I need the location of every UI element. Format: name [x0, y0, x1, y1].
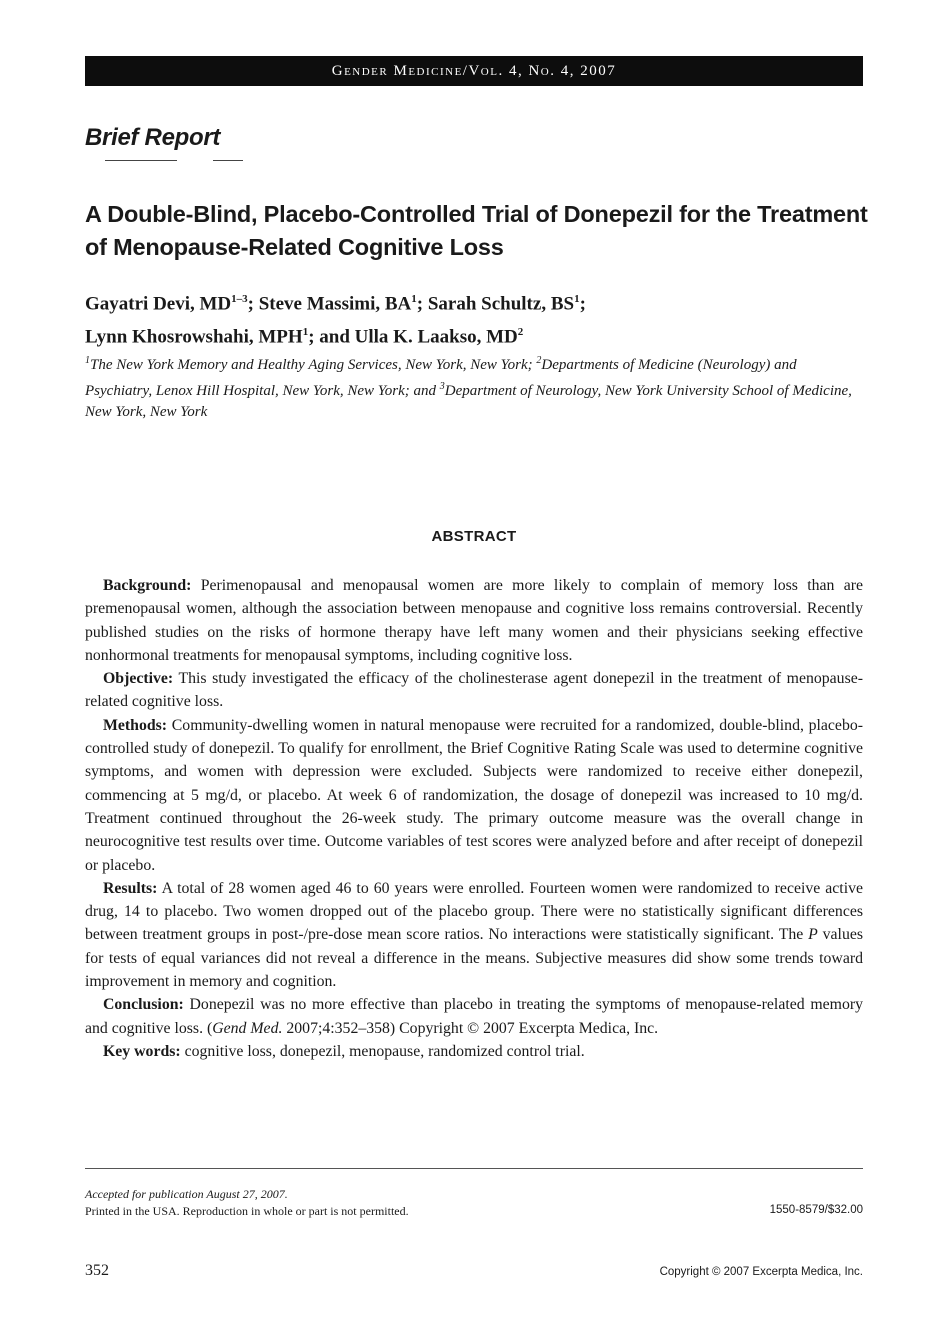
accepted-date: Accepted for publication August 27, 2007. — [85, 1187, 288, 1201]
affil-sup: 2 — [536, 355, 542, 366]
abstract-background — [85, 574, 863, 667]
running-head: Gender Medicine/Vol. 4, No. 4, 2007 — [85, 56, 863, 86]
author-affil-sup: 1 — [574, 293, 580, 305]
affiliations — [85, 350, 865, 423]
author-list — [85, 285, 885, 352]
background-label: Background: — [103, 577, 192, 594]
author-separator: ; — [579, 293, 586, 315]
conclusion-text: Donepezil was no more effective than placebo in treating the symptoms of menopause-related memory and cognitive loss. ( — [85, 996, 864, 1037]
methods-label: Methods: — [103, 716, 168, 734]
issn-price: 1550-8579/$32.00 — [769, 1204, 863, 1216]
article-title: A Double-Blind, Placebo-Controlled Trial of Donepezil for the Treatment of Menopause-Related Cognitive Loss — [85, 201, 868, 260]
author-name: Steve Massimi, BA — [258, 293, 412, 315]
author-affil-sup: 1–3 — [231, 293, 248, 305]
methods-text: Community-dwelling women in natural menopause were recruited for a randomized, double-blind, placebo-controlled study of donepezil. To qualify for enrollment, the Brief Cognitive Rating Scale was used to determine cognitive symptoms, and women with depression were excluded. Subjects were randomized to receive either donepezil, commencing at 5 mg/d, or placebo. At week 6 of randomization, the dosage of donepezil was increased to 10 mg/d. Treatment continued throughout the 26-week study. The primary outcome measure was the overall change in neurocognitive test results over time. Outcome variables of test scores were analyzed before and after receipt of donepezil or placebo. — [85, 716, 864, 874]
author-name: Ulla K. Laakso, MD — [354, 326, 518, 348]
author-name: Gayatri Devi, MD — [85, 293, 232, 315]
abstract-results — [85, 877, 863, 993]
abstract-methods — [85, 714, 863, 877]
affil-text: Departments of Medicine (Neurology) and Psychiatry, Lenox Hill Hospital, New York, New York; and — [85, 357, 797, 399]
abstract-heading: ABSTRACT — [431, 528, 517, 545]
affil-text: Department of Neurology, New York University School of Medicine, New York, New York — [85, 383, 852, 420]
abstract-objective — [85, 667, 863, 714]
author-name: Lynn Khosrowshahi, MPH — [85, 326, 303, 348]
objective-label: Objective: — [103, 670, 174, 688]
affil-text: The New York Memory and Healthy Aging Services, New York, New York; — [90, 357, 537, 373]
affil-sup: 1 — [85, 355, 90, 366]
results-text-cont: values for tests of equal variances did not reveal a difference in the means. Subjective measures did show some trends toward improvement in memory and cognition. — [85, 926, 863, 991]
author-affil-sup: 2 — [517, 326, 524, 339]
author-separator: ; — [247, 293, 259, 315]
author-separator: ; — [416, 293, 428, 315]
results-p-symbol: P — [808, 926, 818, 944]
printed-notice: Printed in the USA. Reproduction in whole or part is not permitted. — [85, 1204, 409, 1218]
conclusion-label: Conclusion: — [103, 996, 184, 1014]
author-separator: ; and — [308, 326, 355, 348]
footer-rule — [85, 1168, 863, 1169]
abstract-keywords — [85, 1040, 863, 1063]
conclusion-citation: 2007;4:352–358) Copyright © 2007 Excerpta Medica, Inc. — [282, 1019, 659, 1037]
objective-text: This study investigated the efficacy of the cholinesterase agent donepezil in the treatment of menopause-related cognitive loss. — [85, 670, 863, 711]
section-label: Brief Report — [85, 124, 221, 151]
author-affil-sup: 1 — [302, 326, 309, 339]
background-text: Perimenopausal and menopausal women are more likely to complain of memory loss than are premenopausal women, although the association between menopause and cognitive loss remains controversial. Recently published studies on the risks of hormone therapy have left many women and their physicians seeking effective nonhormonal treatments for menopausal symptoms, including cognitive loss. — [85, 577, 863, 664]
abstract-conclusion — [85, 993, 863, 1040]
footer-copyright: Copyright © 2007 Excerpta Medica, Inc. — [659, 1266, 863, 1278]
keywords-label: Key words: — [103, 1042, 181, 1060]
keywords-text: cognitive loss, donepezil, menopause, randomized control trial. — [184, 1042, 585, 1060]
author-name: Sarah Schultz, BS — [427, 293, 575, 315]
results-text: A total of 28 women aged 46 to 60 years were enrolled. Fourteen women were randomized to receive active drug, 14 to placebo. Two women dropped out of the placebo group. There were no statistically significant differences between treatment groups in post-/pre-dose mean score ratios. No interactions were statistically significant. The — [85, 879, 863, 944]
author-affil-sup: 1 — [411, 293, 417, 305]
page-number: 352 — [85, 1262, 109, 1279]
citation-journal: Gend Med. — [212, 1019, 283, 1037]
results-label: Results: — [103, 879, 158, 897]
section-label-rule-short — [213, 160, 243, 161]
section-label-rule — [105, 160, 177, 161]
abstract-body — [85, 574, 863, 1063]
affil-sup: 3 — [439, 381, 445, 392]
